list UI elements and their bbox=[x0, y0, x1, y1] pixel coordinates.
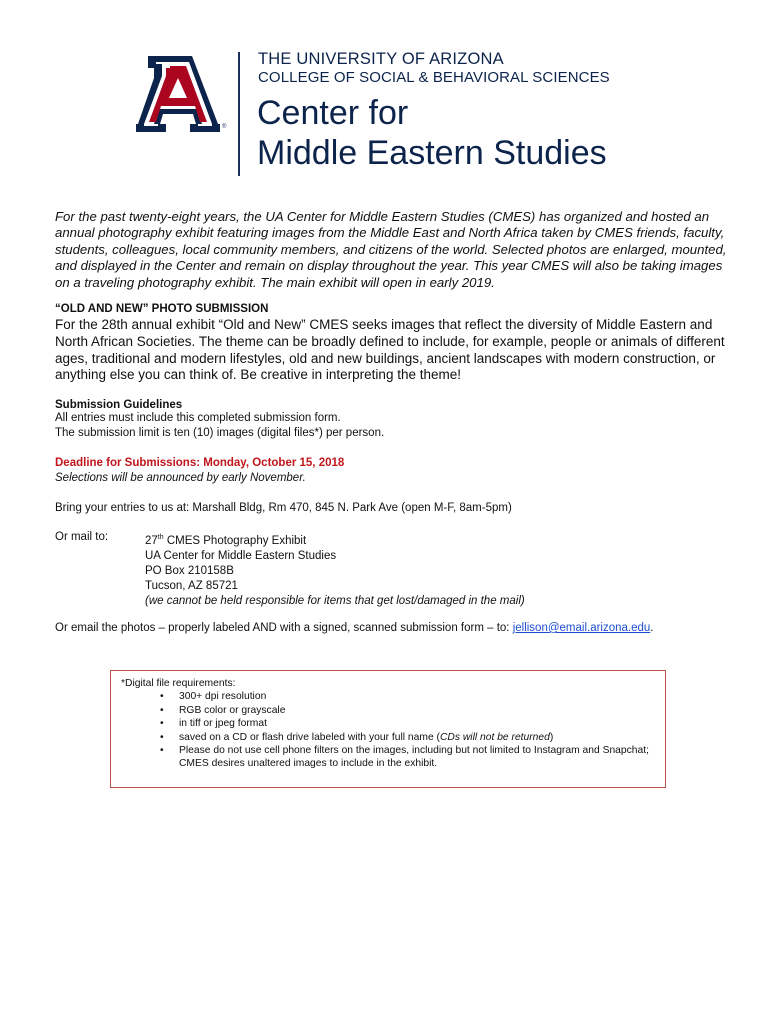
requirements-list bbox=[119, 690, 657, 770]
mail-label: Or mail to: bbox=[55, 531, 109, 544]
center-name-line1: Center for bbox=[257, 94, 409, 132]
mail-line-1-ordinal: th bbox=[157, 534, 164, 542]
requirement-item bbox=[119, 704, 657, 717]
letterhead bbox=[130, 48, 690, 178]
email-instructions bbox=[55, 621, 727, 636]
requirement-item bbox=[119, 690, 657, 703]
mail-line-1 bbox=[145, 530, 525, 549]
cd-prefix: saved on a CD or flash drive labeled with your full name ( bbox=[179, 731, 440, 743]
drop-off-address: Bring your entries to us at: Marshall Bldg, Rm 470, 845 N. Park Ave (open M-F, 8am-5pm) bbox=[55, 502, 512, 515]
email-link[interactable]: jellison@email.arizona.edu bbox=[512, 622, 651, 635]
mail-line-2: UA Center for Middle Eastern Studies bbox=[145, 550, 337, 563]
requirement-item bbox=[119, 744, 657, 771]
registered-mark: ® bbox=[222, 124, 227, 130]
requirement-text: RGB color or grayscale bbox=[179, 704, 286, 716]
mail-line-4: Tucson, AZ 85721 bbox=[145, 580, 238, 593]
email-suffix: . bbox=[650, 622, 654, 635]
requirement-text: Please do not use cell phone filters on the images, including but not limited to Instagram and Snapchat; CMES desires unaltered images to include in the exhibit. bbox=[179, 745, 649, 770]
mailing-address bbox=[145, 530, 525, 609]
bullet: • bbox=[160, 731, 164, 743]
mailing-address-block bbox=[55, 530, 727, 609]
mail-line-1-number: 27 bbox=[145, 535, 158, 548]
mail-line-1-rest: CMES Photography Exhibit bbox=[163, 535, 307, 548]
cd-note: CDs will not be returned bbox=[439, 731, 550, 743]
digital-requirements-box bbox=[110, 670, 666, 788]
intro-paragraph: For the past twenty-eight years, the UA Center for Middle Eastern Studies (CMES) has organized and hosted an annual photography exhibit featuring images from the Middle East and North Africa taken by CMES friends, faculty, students, colleagues, local community members, and citizens of the world. Selected photos are enlarged, mounted, and displayed in the Center and remain on display throughout the year. This year CMES will also be taking images on a traveling photography exhibit. The main exhibit will open in early 2019. bbox=[55, 209, 727, 290]
requirement-item bbox=[119, 731, 657, 744]
guideline-line-2: The submission limit is ten (10) images (digital files*) per person. bbox=[55, 427, 385, 440]
bullet: • bbox=[160, 745, 164, 757]
center-name-line2: Middle Eastern Studies bbox=[257, 134, 607, 172]
submission-paragraph: For the 28th annual exhibit “Old and New” CMES seeks images that reflect the diversity of Middle Eastern and North African Societies. The theme can be broadly defined to include, for example, people or animals of different ages, traditional and modern lifestyles, old and new buildings, ancient landscapes with modern construction, or anything else you can think of. Be creative in interpreting the theme! bbox=[55, 317, 725, 383]
cd-suffix: ) bbox=[549, 731, 554, 743]
guidelines-heading: Submission Guidelines bbox=[55, 399, 183, 412]
submission-heading: “OLD AND NEW” PHOTO SUBMISSION bbox=[55, 303, 269, 316]
requirement-text: in tiff or jpeg format bbox=[179, 718, 267, 730]
college-name: COLLEGE OF SOCIAL & BEHAVIORAL SCIENCES bbox=[258, 69, 610, 86]
requirement-text: 300+ dpi resolution bbox=[179, 691, 267, 703]
selection-note: Selections will be announced by early November. bbox=[55, 472, 306, 485]
requirements-heading: *Digital file requirements: bbox=[121, 678, 236, 689]
university-of-arizona-a-logo bbox=[134, 54, 222, 134]
header-divider bbox=[238, 52, 240, 176]
requirement-item bbox=[119, 717, 657, 730]
bullet: • bbox=[160, 691, 164, 703]
deadline-text: Deadline for Submissions: Monday, October 15, 2018 bbox=[55, 457, 345, 470]
document-body bbox=[55, 209, 727, 636]
bullet: • bbox=[160, 704, 164, 716]
guideline-line-1: All entries must include this completed submission form. bbox=[55, 412, 341, 425]
mail-disclaimer: (we cannot be held responsible for items that get lost/damaged in the mail) bbox=[145, 595, 525, 608]
bullet: • bbox=[160, 718, 164, 730]
university-name: THE UNIVERSITY OF ARIZONA bbox=[258, 50, 504, 68]
mail-line-3: PO Box 210158B bbox=[145, 565, 234, 578]
email-prefix: Or email the photos – properly labeled AND with a signed, scanned submission form – to: bbox=[55, 622, 513, 635]
